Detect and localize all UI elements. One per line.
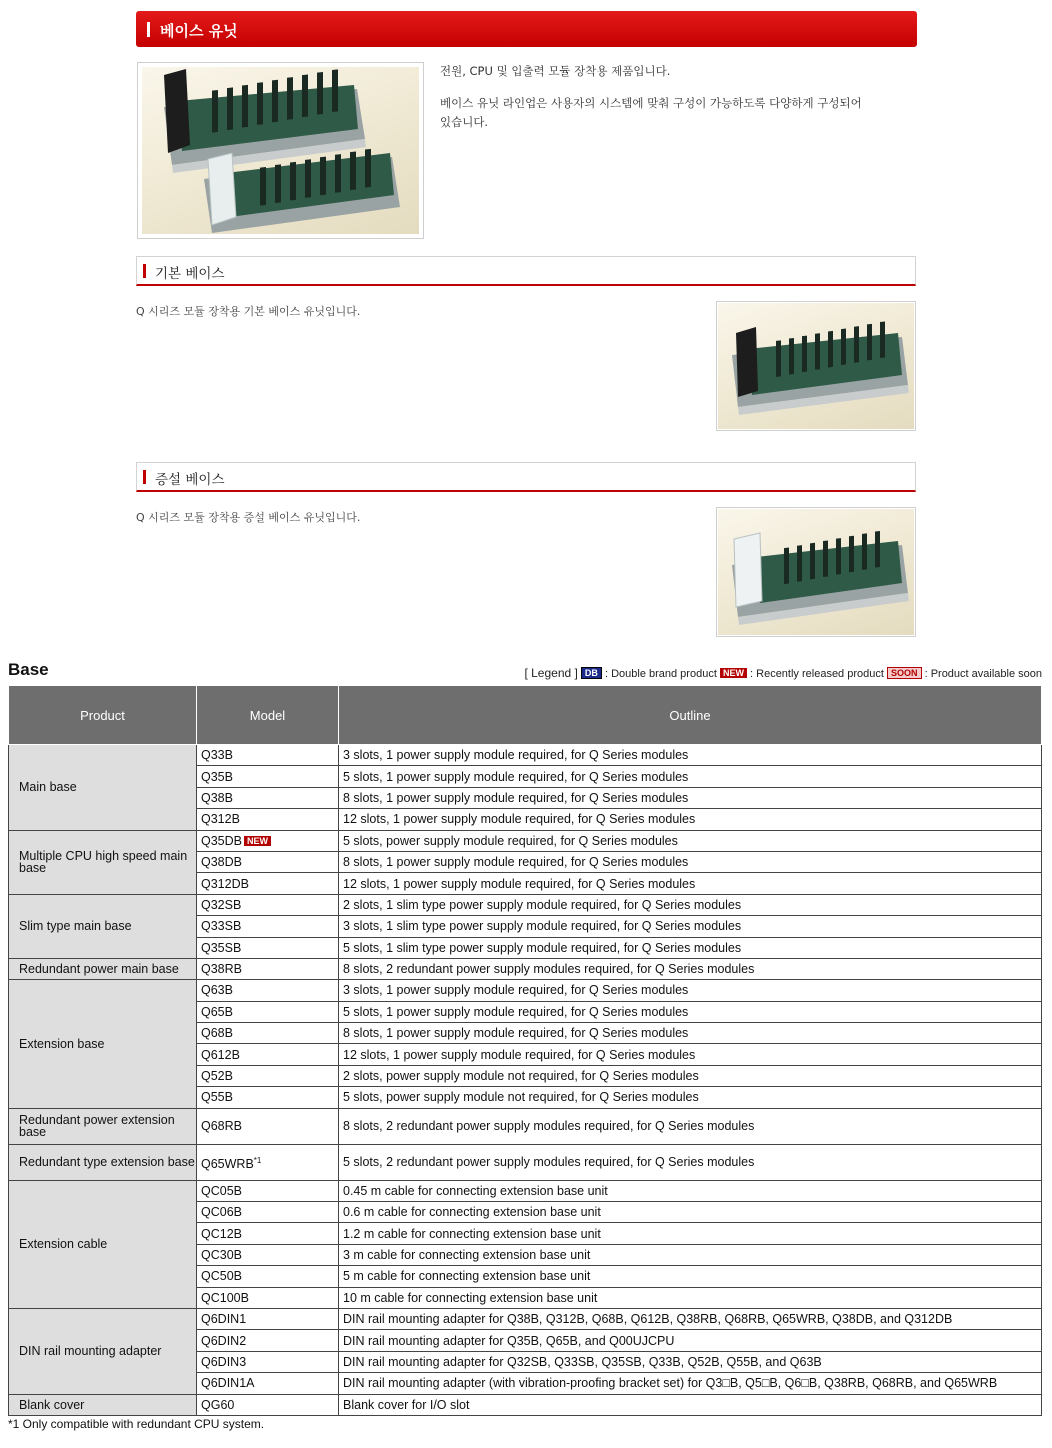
outline-cell: 5 slots, 1 slim type power supply module required, for Q Series modules [339, 937, 1042, 958]
outline-cell: 5 slots, 2 redundant power supply modules required, for Q Series modules [339, 1144, 1042, 1180]
section-mark [143, 264, 146, 278]
table-row [9, 894, 1042, 915]
model-cell [197, 1087, 339, 1108]
product-cell: DIN rail mounting adapter [9, 1308, 197, 1394]
model-name: Q35SB [201, 940, 242, 955]
model-cell [197, 937, 339, 958]
outline-cell: 8 slots, 1 power supply module required, for Q Series modules [339, 851, 1042, 872]
outline-cell: 12 slots, 1 power supply module required, for Q Series modules [339, 1044, 1042, 1065]
model-cell [197, 1144, 339, 1180]
model-name: Q38DB [201, 855, 242, 870]
header-outline: Outline [339, 686, 1042, 745]
table-header-row [9, 686, 1042, 745]
model-cell [197, 1223, 339, 1244]
main-base-photo [716, 301, 916, 431]
model-name: Q68RB [201, 1119, 242, 1134]
model-name: Q33SB [201, 919, 242, 934]
model-name: QC12B [201, 1226, 242, 1241]
model-cell [197, 745, 339, 766]
product-cell: Extension cable [9, 1180, 197, 1308]
model-cell [197, 809, 339, 830]
outline-cell: 5 slots, 1 power supply module required, for Q Series modules [339, 766, 1042, 787]
model-name: QG60 [201, 1397, 235, 1412]
product-cell: Redundant power extension base [9, 1108, 197, 1144]
model-name: Q6DIN1 [201, 1312, 247, 1327]
header-model: Model [197, 686, 339, 745]
product-cell: Extension base [9, 980, 197, 1108]
model-name: Q38RB [201, 962, 242, 977]
model-name: Q6DIN1A [201, 1376, 255, 1391]
model-cell [197, 873, 339, 894]
outline-cell: 3 m cable for connecting extension base unit [339, 1244, 1042, 1265]
product-cell: Multiple CPU high speed main base [9, 830, 197, 894]
model-name: Q312DB [201, 876, 249, 891]
model-name: QC100B [201, 1290, 249, 1305]
new-badge: NEW [720, 668, 747, 678]
outline-cell: 1.2 m cable for connecting extension base unit [339, 1223, 1042, 1244]
intro-line-3: 있습니다. [440, 115, 489, 129]
outline-cell: 8 slots, 2 redundant power supply modules required, for Q Series modules [339, 958, 1042, 979]
base-unit-illustration [142, 67, 419, 234]
new-legend-text: : Recently released product [750, 668, 884, 680]
model-cell [197, 958, 339, 979]
model-name: QC30B [201, 1248, 242, 1262]
new-badge: NEW [244, 836, 271, 846]
soon-badge: SOON [887, 667, 922, 679]
model-cell [197, 1023, 339, 1044]
base-table [8, 685, 1042, 1416]
outline-cell: 5 slots, power supply module required, for Q Series modules [339, 830, 1042, 851]
banner-bar [147, 22, 150, 37]
table-row [9, 1144, 1042, 1180]
model-name: QC05B [201, 1183, 242, 1198]
model-cell [197, 1287, 339, 1308]
outline-cell: 0.6 m cable for connecting extension base unit [339, 1202, 1042, 1223]
outline-cell: DIN rail mounting adapter for Q32SB, Q33SB, Q35SB, Q33B, Q52B, Q55B, and Q63B [339, 1351, 1042, 1372]
model-name: Q65WRB [201, 1156, 254, 1171]
db-legend-text: : Double brand product [604, 668, 717, 680]
model-cell [197, 894, 339, 915]
model-cell [197, 916, 339, 937]
model-name: Q65B [201, 1004, 233, 1019]
outline-cell: 5 m cable for connecting extension base unit [339, 1266, 1042, 1287]
outline-cell: DIN rail mounting adapter (with vibration-proofing bracket set) for Q3□B, Q5□B, Q6□B, Q38RB, Q68RB, and Q65WRB [339, 1373, 1042, 1394]
intro-line-2: 베이스 유닛 라인업은 사용자의 시스템에 맞춰 구성이 가능하도록 다양하게 구성되어 [440, 96, 862, 110]
outline-cell: 12 slots, 1 power supply module required, for Q Series modules [339, 809, 1042, 830]
model-cell [197, 851, 339, 872]
model-name: Q612B [201, 1047, 240, 1062]
model-name: Q6DIN2 [201, 1333, 247, 1348]
table-row [9, 1394, 1042, 1415]
table-row [9, 1180, 1042, 1201]
model-cell [197, 1266, 339, 1287]
outline-cell: 5 slots, power supply module not required, for Q Series modules [339, 1087, 1042, 1108]
extension-base-illustration [718, 509, 914, 635]
outline-cell: 8 slots, 2 redundant power supply modules required, for Q Series modules [339, 1108, 1042, 1144]
model-cell [197, 1108, 339, 1144]
model-name: Q312B [201, 812, 240, 827]
section-text-main-base: Q 시리즈 모듈 장착용 기본 베이스 유닛입니다. [136, 305, 361, 318]
product-cell: Slim type main base [9, 894, 197, 958]
model-name: Q68B [201, 1026, 233, 1041]
table-row [9, 1308, 1042, 1329]
table-row [9, 958, 1042, 979]
outline-cell: Blank cover for I/O slot [339, 1394, 1042, 1415]
section-text-extension-base: Q 시리즈 모듈 장착용 증설 베이스 유닛입니다. [136, 511, 361, 524]
product-cell: Main base [9, 745, 197, 831]
model-cell [197, 1065, 339, 1086]
header-product: Product [9, 686, 197, 745]
model-name: Q63B [201, 983, 233, 998]
model-name: Q35DB [201, 833, 242, 848]
outline-cell: 3 slots, 1 power supply module required, for Q Series modules [339, 980, 1042, 1001]
base-table-title: Base [8, 660, 49, 679]
extension-base-photo [716, 507, 916, 637]
model-cell [197, 1001, 339, 1022]
legend [524, 666, 1042, 680]
outline-cell: DIN rail mounting adapter for Q35B, Q65B, and Q00UJCPU [339, 1330, 1042, 1351]
db-badge: DB [581, 667, 602, 679]
product-cell: Redundant type extension base [9, 1144, 197, 1180]
model-cell [197, 787, 339, 808]
outline-cell: 8 slots, 1 power supply module required, for Q Series modules [339, 1023, 1042, 1044]
legend-label: [ Legend ] [524, 666, 578, 680]
model-name: Q32SB [201, 897, 242, 912]
model-cell [197, 1394, 339, 1415]
model-name: QC06B [201, 1205, 242, 1220]
model-cell [197, 1351, 339, 1372]
section-title: 기본 베이스 [155, 266, 225, 282]
outline-cell: 12 slots, 1 power supply module required, for Q Series modules [339, 873, 1042, 894]
model-name: Q33B [201, 748, 233, 763]
section-mark [143, 470, 146, 484]
model-name: Q52B [201, 1069, 233, 1084]
outline-cell: DIN rail mounting adapter for Q38B, Q312B, Q68B, Q612B, Q38RB, Q68RB, Q65WRB, Q38DB, and Q312DB [339, 1308, 1042, 1329]
outline-cell: 3 slots, 1 slim type power supply module required, for Q Series modules [339, 916, 1042, 937]
section-header-main-base [136, 256, 916, 286]
outline-cell: 2 slots, 1 slim type power supply module required, for Q Series modules [339, 894, 1042, 915]
product-cell: Redundant power main base [9, 958, 197, 979]
page-banner [136, 11, 917, 47]
model-name: Q35B [201, 769, 233, 784]
model-name: Q6DIN3 [201, 1354, 247, 1369]
model-cell [197, 830, 339, 851]
outline-cell: 0.45 m cable for connecting extension base unit [339, 1180, 1042, 1201]
intro-line-1: 전원, CPU 및 입출력 모듈 장착용 제품입니다. [440, 64, 671, 78]
product-cell: Blank cover [9, 1394, 197, 1415]
outline-cell: 5 slots, 1 power supply module required, for Q Series modules [339, 1001, 1042, 1022]
table-row [9, 980, 1042, 1001]
model-cell [197, 1308, 339, 1329]
model-cell [197, 1180, 339, 1201]
banner-title: 베이스 유닛 [160, 22, 238, 40]
outline-cell: 8 slots, 1 power supply module required, for Q Series modules [339, 787, 1042, 808]
outline-cell: 2 slots, power supply module not required, for Q Series modules [339, 1065, 1042, 1086]
model-cell [197, 1044, 339, 1065]
model-cell [197, 980, 339, 1001]
model-cell [197, 1244, 339, 1265]
base-unit-photo [137, 62, 424, 239]
footnote-marker: *1 [253, 1155, 262, 1165]
model-cell [197, 1330, 339, 1351]
footnote: *1 Only compatible with redundant CPU system. [8, 1417, 265, 1431]
section-header-extension-base [136, 462, 916, 492]
table-row [9, 1108, 1042, 1144]
model-name: Q38B [201, 790, 233, 805]
table-row [9, 830, 1042, 851]
model-name: Q55B [201, 1090, 233, 1105]
model-name: QC50B [201, 1269, 242, 1284]
section-title: 증설 베이스 [155, 472, 225, 488]
outline-cell: 3 slots, 1 power supply module required, for Q Series modules [339, 745, 1042, 766]
main-base-illustration [718, 303, 914, 429]
intro-description [440, 62, 910, 132]
outline-cell: 10 m cable for connecting extension base unit [339, 1287, 1042, 1308]
model-cell [197, 1202, 339, 1223]
model-cell [197, 1373, 339, 1394]
model-cell [197, 766, 339, 787]
soon-legend-text: : Product available soon [924, 668, 1042, 680]
table-row [9, 745, 1042, 766]
